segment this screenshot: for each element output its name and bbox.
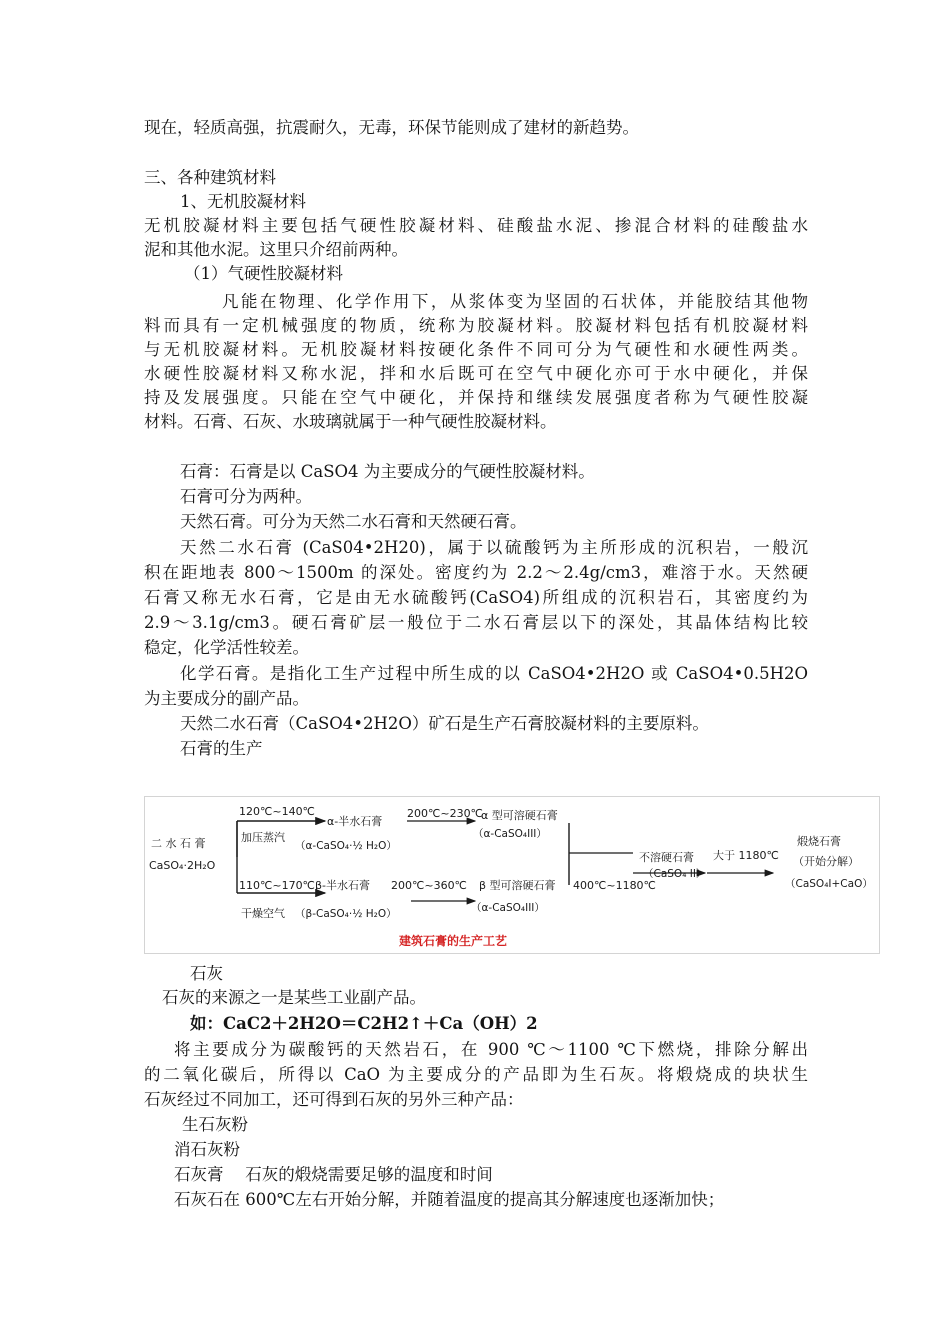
paragraph-line: 石膏：石膏是以 CaSO4 为主要成分的气硬性胶凝材料。	[180, 462, 595, 481]
paragraph-line: 石膏可分为两种。	[180, 487, 312, 506]
paragraph-line: 生石灰粉	[182, 1115, 248, 1134]
process-diagram-svg	[145, 797, 879, 953]
top-product: α-半水石膏	[327, 815, 383, 828]
source-label: 二 水 石 膏	[151, 837, 206, 850]
paragraph-line: 材料。石膏、石灰、水玻璃就属于一种气硬性胶凝材料。	[144, 412, 557, 431]
paragraph-line: 的二氧化碳后，所得以 CaO 为主要成分的产品即为生石灰。将煅烧成的块状生	[144, 1065, 808, 1084]
bottom-condition: 干燥空气	[241, 907, 285, 920]
subsubsection-heading: （1）气硬性胶凝材料	[184, 264, 343, 283]
paragraph-line: 水硬性胶凝材料又称水泥，拌和水后既可在空气中硬化亦可于水中硬化，并保	[144, 364, 808, 383]
paragraph-line: 积在距地表 800～1500m 的深处。密度约为 2.2～2.4g/cm3，难溶于水。天然硬	[144, 563, 808, 582]
calcined-gypsum: 煅烧石膏	[797, 835, 841, 848]
paragraph-line: 料而具有一定机械强度的物质，统称为胶凝材料。胶凝材料包括有机胶凝材料	[144, 316, 808, 335]
bottom-formula-2: （α-CaSO₄III）	[471, 902, 545, 914]
paragraph-line: 现在，轻质高强，抗震耐久，无毒，环保节能则成了建材的新趋势。	[144, 118, 639, 137]
top-formula: （α-CaSO₄·½ H₂O）	[295, 840, 397, 852]
paragraph-line: 凡能在物理、化学作用下，从浆体变为坚固的石状体，并能胶结其他物	[222, 292, 808, 311]
top-temperature-2: 200℃~230℃	[407, 807, 483, 820]
paragraph-line: 石灰的来源之一是某些工业副产品。	[162, 988, 426, 1007]
paragraph-line: 石膏又称无水石膏，它是由无水硫酸钙(CaSO4)所组成的沉积岩石，其密度约为	[144, 588, 808, 607]
paragraph-line: 将主要成分为碳酸钙的天然岩石，在 900 ℃～1100 ℃下燃烧，排除分解出	[174, 1040, 808, 1059]
paragraph-line: 与无机胶凝材料。无机胶凝材料按硬化条件不同可分为气硬性和水硬性两类。	[144, 340, 808, 359]
gypsum-process-diagram	[144, 796, 880, 954]
bottom-product-2: β 型可溶硬石膏	[479, 879, 556, 892]
paragraph-line: 天然石膏。可分为天然二水石膏和天然硬石膏。	[180, 512, 527, 531]
paragraph-line: 天然二水石膏 (CaS04•2H20)，属于以硫酸钙为主所形成的沉积岩，一般沉	[180, 538, 808, 557]
calcined-note: （开始分解）	[793, 855, 859, 868]
source-formula: CaSO₄·2H₂O	[149, 859, 216, 872]
top-temperature: 120℃~140℃	[239, 805, 315, 818]
paragraph-line: 石膏的生产	[180, 739, 263, 758]
paragraph-line: 稳定，化学活性较差。	[144, 638, 309, 657]
paragraph-line: 无机胶凝材料主要包括气硬性胶凝材料、硅酸盐水泥、掺混合材料的硅酸盐水	[144, 216, 808, 235]
paragraph-line: 持及发展强度。只能在空气中硬化，并保持和继续发展强度者称为气硬性胶凝	[144, 388, 808, 407]
top-condition: 加压蒸汽	[241, 831, 285, 844]
paragraph-line: 石灰膏 石灰的煅烧需要足够的温度和时间	[174, 1165, 493, 1184]
bottom-temperature-2: 200℃~360℃	[391, 879, 467, 892]
section-heading: 三、各种建筑材料	[144, 168, 276, 187]
merge-temperature: 400℃~1180℃	[573, 879, 656, 892]
paragraph-line: 石灰石在 600℃左右开始分解，并随着温度的提高其分解速度也逐渐加快；	[174, 1190, 725, 1209]
top-formula-2: （α-CaSO₄III）	[473, 828, 547, 840]
bottom-product: β-半水石膏	[315, 879, 370, 892]
insoluble-formula: （CaSO₄ II）	[643, 868, 707, 880]
paragraph-line: 化学石膏。是指化工生产过程中所生成的以 CaSO4•2H2O 或 CaSO4•0.5H2O	[180, 664, 808, 683]
paragraph-line: 石灰经过不同加工，还可得到石灰的另外三种产品：	[144, 1090, 524, 1109]
insoluble-anhydrite: 不溶硬石膏	[639, 851, 694, 864]
calcined-formula: （CaSO₄I+CaO）	[785, 878, 873, 890]
paragraph-line: 泥和其他水泥。这里只介绍前两种。	[144, 240, 408, 259]
bottom-formula: （β-CaSO₄·½ H₂O）	[295, 908, 397, 920]
top-product-2: α 型可溶硬石膏	[481, 809, 558, 822]
paragraph-line: 2.9～3.1g/cm3。硬石膏矿层一般位于二水石膏层以下的深处，其晶体结构比较	[144, 613, 808, 632]
paragraph-line: 消石灰粉	[174, 1140, 240, 1159]
diagram-caption: 建筑石膏的生产工艺	[399, 934, 508, 948]
paragraph-line: 为主要成分的副产品。	[144, 689, 309, 708]
paragraph-line: 石灰	[190, 964, 223, 983]
bottom-temperature: 110℃~170℃	[239, 879, 315, 892]
high-temperature: 大于 1180℃	[713, 849, 779, 862]
paragraph-line: 天然二水石膏（CaSO4•2H2O）矿石是生产石膏胶凝材料的主要原料。	[180, 714, 709, 733]
subsection-heading: 1、无机胶凝材料	[180, 192, 306, 211]
chemical-equation: 如：CaC2＋2H2O＝C2H2↑＋Ca（OH）2	[190, 1014, 538, 1033]
